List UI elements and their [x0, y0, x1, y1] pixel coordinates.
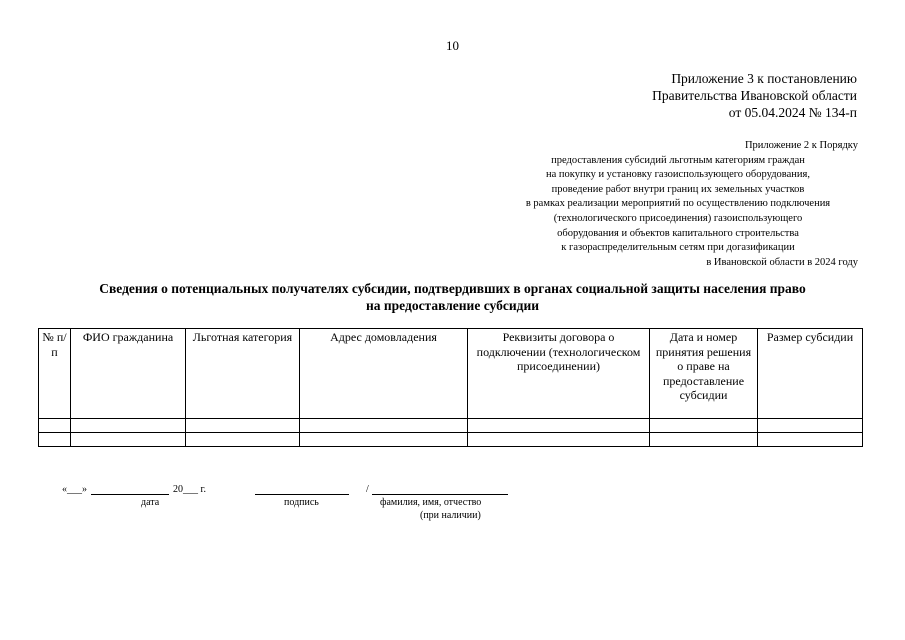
table-cell[interactable] [186, 433, 300, 447]
appendix-2-header [498, 139, 858, 270]
col-header-contract: Реквизиты договора о подключении (технологическом присоединении) [468, 329, 650, 419]
date-month-line [91, 494, 169, 495]
col-header-decision: Дата и номер принятия решения о праве на предоставление субсидии [650, 329, 758, 419]
table-cell[interactable] [758, 419, 863, 433]
table-cell[interactable] [300, 433, 468, 447]
appendix-3-line: Приложение 3 к постановлению [671, 71, 857, 86]
table-cell[interactable] [300, 419, 468, 433]
table-cell[interactable] [71, 433, 186, 447]
signature-label: подпись [284, 497, 319, 508]
date-year-field: 20___ г. [173, 484, 206, 495]
appendix-3-line: от 05.04.2024 № 134-п [728, 105, 857, 120]
signature-slash: / [366, 484, 369, 495]
appendix-2-line: на покупку и установку газоиспользующего оборудования, [546, 169, 810, 181]
name-label-note: (при наличии) [420, 510, 481, 521]
table-row [39, 419, 863, 433]
appendix-2-line: проведение работ внутри границ их земельных участков [551, 183, 805, 195]
recipients-table [38, 328, 863, 447]
appendix-3-line: Правительства Ивановской области [652, 88, 857, 103]
document-title [40, 280, 865, 314]
table-cell[interactable] [468, 433, 650, 447]
appendix-2-line: оборудования и объектов капитального строительства [557, 227, 799, 239]
name-line [372, 494, 508, 495]
col-header-number: № п/п [39, 329, 71, 419]
table-cell[interactable] [39, 419, 71, 433]
date-label: дата [141, 497, 160, 508]
col-header-fio: ФИО гражданина [71, 329, 186, 419]
title-line: Сведения о потенциальных получателях субсидии, подтвердивших в органах социальной защиты населения право [99, 281, 806, 296]
page-number: 10 [446, 38, 459, 53]
table-cell[interactable] [71, 419, 186, 433]
col-header-category: Льготная категория [186, 329, 300, 419]
table-row [39, 433, 863, 447]
appendix-2-line: к газораспределительным сетям при догазификации [561, 242, 795, 254]
signature-line [255, 494, 349, 495]
date-day-field: «___» [62, 484, 87, 495]
appendix-2-line: в рамках реализации мероприятий по осуществлению подключения [525, 198, 831, 210]
table-cell[interactable] [650, 419, 758, 433]
appendix-2-line: (технологического присоединения) газоиспользующего [553, 212, 803, 224]
name-label: фамилия, имя, отчество [380, 497, 482, 508]
title-line: на предоставление субсидии [365, 298, 539, 313]
table-cell[interactable] [650, 433, 758, 447]
col-header-amount: Размер субсидии [758, 329, 863, 419]
table-header-row [39, 329, 863, 419]
appendix-2-line: Приложение 2 к Порядку [744, 140, 858, 151]
table-cell[interactable] [186, 419, 300, 433]
appendix-2-line: в Ивановской области в 2024 году [706, 256, 858, 268]
appendix-3-header [652, 70, 857, 121]
table-cell[interactable] [39, 433, 71, 447]
table-cell[interactable] [468, 419, 650, 433]
col-header-address: Адрес домовладения [300, 329, 468, 419]
appendix-2-line: предоставления субсидий льготным категориям граждан [551, 154, 805, 166]
table-cell[interactable] [758, 433, 863, 447]
